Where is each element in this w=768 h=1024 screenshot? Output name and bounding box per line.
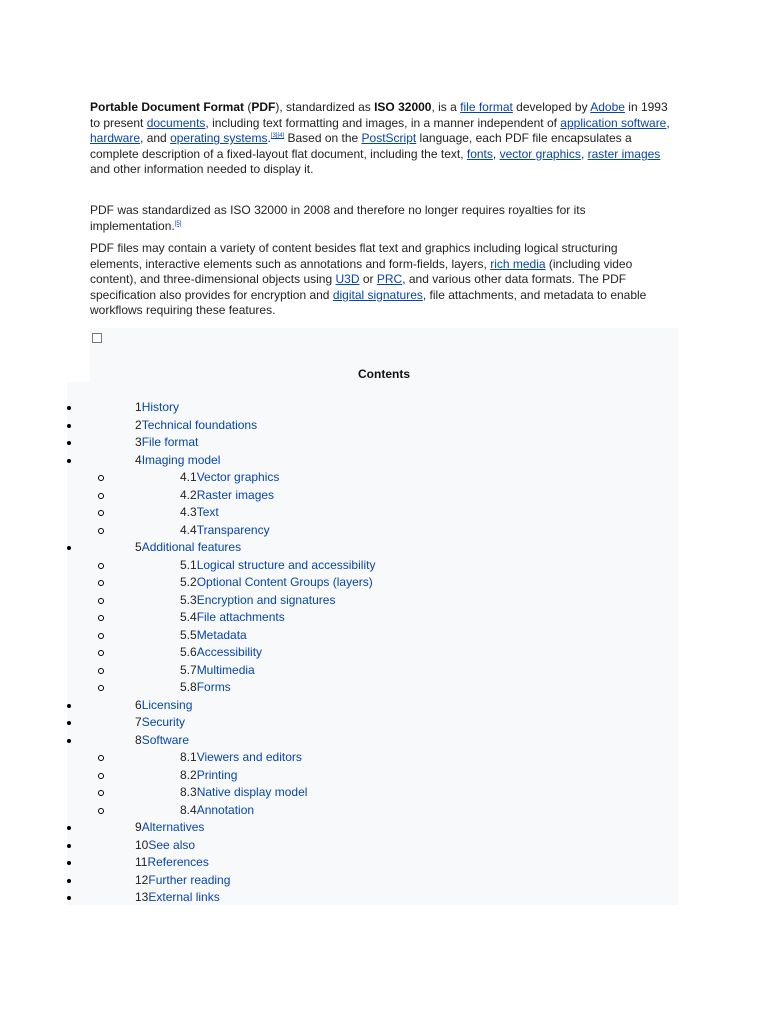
circle-marker: [98, 802, 108, 818]
toc-item: [0, 539, 678, 555]
toc-item: [0, 644, 678, 660]
toc-item-number: 9Alternatives: [135, 820, 205, 834]
toc-item-number: 8Software: [135, 732, 190, 747]
circle-marker: [98, 784, 108, 800]
toc-item-number: 5.7Multimedia: [180, 662, 255, 677]
toc-item: [0, 854, 678, 870]
circle-marker: [98, 469, 108, 485]
link-file-format[interactable]: file format: [460, 100, 513, 114]
link-postscript[interactable]: PostScript: [361, 131, 417, 146]
toc-item-number: 5.2Optional Content Groups (layers): [180, 575, 373, 589]
text: in 1993 to present: [90, 100, 668, 130]
toc-item-link[interactable]: Multimedia: [196, 662, 255, 677]
toc-item: [0, 784, 678, 800]
toc-item-link[interactable]: Vector graphics: [196, 470, 280, 484]
bullet-marker: [66, 539, 74, 555]
term-pdf: PDF: [251, 100, 276, 114]
bullet-marker: [66, 434, 74, 450]
text: ), standardized as: [275, 100, 375, 114]
toc-item-link[interactable]: Additional features: [141, 540, 242, 554]
toc-item-number: 5.8Forms: [180, 680, 231, 694]
link-raster-images[interactable]: raster images: [587, 146, 661, 161]
link-application-software[interactable]: application software: [560, 115, 667, 130]
toc-item: [0, 714, 678, 730]
circle-marker: [98, 609, 108, 625]
toc-item-link[interactable]: File format: [141, 435, 199, 449]
link-rich-media[interactable]: rich media: [490, 256, 546, 271]
link-hardware[interactable]: hardware: [90, 131, 141, 146]
link-prc[interactable]: PRC: [376, 272, 403, 287]
toc-item: [0, 819, 678, 835]
text: ,: [666, 115, 670, 130]
toc-item-link[interactable]: Licensing: [141, 697, 193, 712]
toc-item-link[interactable]: Software: [141, 732, 190, 747]
bullet-marker: [66, 714, 74, 730]
text: , and various other data formats. The PDF specification also provides for encryption and: [90, 272, 627, 302]
text: , file attachments, and metadata to enable workflows requiring these features.: [90, 287, 647, 318]
toc-item-link[interactable]: Text: [196, 505, 219, 519]
link-fonts[interactable]: fonts: [466, 146, 493, 161]
toc-item: [0, 679, 678, 695]
toc-item-link[interactable]: Forms: [196, 680, 231, 694]
toc-item-number: 5.1Logical structure and accessibility: [180, 557, 376, 572]
toc-item-link[interactable]: Encryption and signatures: [196, 592, 336, 607]
toc-item-link[interactable]: Viewers and editors: [196, 750, 302, 764]
toc-item: [0, 452, 678, 468]
toc-item: [0, 837, 678, 853]
text: ,: [492, 146, 500, 161]
bullet-marker: [66, 417, 74, 433]
toc-item: [0, 434, 678, 450]
toc-item-link[interactable]: Annotation: [196, 802, 255, 817]
circle-marker: [98, 627, 108, 643]
toc-item-link[interactable]: Logical structure and accessibility: [196, 557, 376, 572]
toc-item-link[interactable]: Optional Content Groups (layers): [196, 575, 373, 589]
toc-item-number: 2Technical foundations: [135, 417, 258, 432]
toc-item-number: 8.1Viewers and editors: [180, 750, 302, 764]
citation-ref[interactable]: [5]: [174, 220, 182, 227]
toc-item-number: 5Additional features: [135, 540, 242, 554]
text: , is a: [431, 100, 461, 114]
intro-paragraph: [90, 100, 672, 178]
toc-item-link[interactable]: Imaging model: [141, 452, 221, 467]
toc-item: [0, 417, 678, 433]
toc-item: [0, 749, 678, 765]
toc-item-link[interactable]: Metadata: [196, 627, 247, 642]
toc-item-number: 5.3Encryption and signatures: [180, 592, 336, 607]
toc-item-number: 8.2Printing: [180, 767, 238, 782]
citation-ref[interactable]: [3][4]: [270, 133, 285, 140]
toc-item-link[interactable]: Printing: [196, 767, 238, 782]
toc-item-number: 4.1Vector graphics: [180, 470, 280, 484]
bullet-marker: [66, 872, 74, 888]
text: PDF files may contain a variety of content besides flat text and graphics including logical structuring elements, interactive elements such as annotations and form-fields, layers,: [90, 241, 618, 271]
text: PDF was standardized as ISO 32000 in 2008 and therefore no longer requires royalties for its implementation.: [90, 203, 586, 233]
toc-toggle-checkbox[interactable]: [92, 333, 102, 343]
toc-item-number: 4.4Transparency: [180, 522, 270, 537]
bullet-marker: [66, 837, 74, 853]
circle-marker: [98, 487, 108, 503]
toc-item-link[interactable]: Raster images: [196, 487, 275, 502]
toc-item-link[interactable]: Technical foundations: [141, 417, 258, 432]
toc-item-number: 11References: [135, 855, 209, 869]
text: , and: [140, 131, 171, 146]
content-paragraph: [90, 241, 672, 319]
toc-item: [0, 504, 678, 520]
bullet-marker: [66, 819, 74, 835]
toc-item-number: 12Further reading: [135, 872, 231, 887]
toc-item: [0, 767, 678, 783]
toc-item: [0, 732, 678, 748]
toc-item-number: 8.3Native display model: [180, 785, 308, 799]
toc-item: [0, 627, 678, 643]
standardization-paragraph: [90, 203, 672, 234]
circle-marker: [98, 574, 108, 590]
toc-item-number: 8.4Annotation: [180, 802, 255, 817]
toc-item-number: 5.6Accessibility: [180, 645, 263, 659]
text: and other information needed to display it.: [90, 162, 314, 177]
toc-item: [0, 697, 678, 713]
bullet-marker: [66, 399, 74, 415]
toc-item-number: 5.4File attachments: [180, 610, 285, 624]
link-digital-signatures[interactable]: digital signatures: [332, 287, 423, 302]
link-operating-systems[interactable]: operating systems: [170, 131, 268, 146]
bullet-marker: [66, 697, 74, 713]
toc-item-link[interactable]: See also: [148, 837, 196, 852]
link-vector-graphics[interactable]: vector graphics: [499, 146, 581, 161]
text: developed by: [512, 100, 591, 114]
toc-item-number: 5.5Metadata: [180, 627, 247, 642]
bullet-marker: [66, 889, 74, 905]
text: language, each PDF file encapsulates a complete description of a fixed-layout flat document, including the text,: [90, 131, 632, 161]
toc-item: [0, 889, 678, 905]
toc-item: [0, 399, 678, 415]
toc-item: [0, 557, 678, 573]
term-iso: ISO 32000: [374, 100, 432, 114]
circle-marker: [98, 662, 108, 678]
circle-marker: [98, 644, 108, 660]
text: , including text formatting and images, in a manner independent of: [205, 115, 561, 130]
toc-item: [0, 487, 678, 503]
toc-item-link[interactable]: External links: [148, 890, 220, 904]
toc-item-number: 7Security: [135, 715, 186, 729]
toc-item: [0, 802, 678, 818]
toc-item-number: 1History: [135, 400, 180, 414]
toc-item-number: 13External links: [135, 890, 220, 904]
circle-marker: [98, 749, 108, 765]
toc-item-link[interactable]: File attachments: [196, 610, 285, 624]
toc-item: [0, 469, 678, 485]
toc-item: [0, 662, 678, 678]
toc-item-link[interactable]: Accessibility: [196, 645, 263, 659]
toc-item-link[interactable]: Native display model: [196, 785, 308, 799]
text: .: [267, 131, 271, 146]
circle-marker: [98, 592, 108, 608]
circle-marker: [98, 679, 108, 695]
toc-item-number: 4.3Text: [180, 505, 219, 519]
bullet-marker: [66, 854, 74, 870]
circle-marker: [98, 522, 108, 538]
link-u3d[interactable]: U3D: [335, 272, 360, 287]
text: Based on the: [284, 131, 362, 146]
text: (including video content), and three-dimensional objects using: [90, 256, 633, 287]
bullet-marker: [66, 732, 74, 748]
toc-item: [0, 872, 678, 888]
link-adobe[interactable]: Adobe: [590, 100, 625, 114]
toc-item-number: 4Imaging model: [135, 452, 221, 467]
toc-item-link[interactable]: History: [141, 400, 180, 414]
bullet-marker: [66, 452, 74, 468]
toc-item-number: 3File format: [135, 435, 199, 449]
toc-item-number: 10See also: [135, 837, 196, 852]
toc-item: [0, 522, 678, 538]
toc-item: [0, 592, 678, 608]
term-pdf-full: Portable Document Format: [90, 100, 245, 114]
text: ,: [580, 146, 588, 161]
toc-item-link[interactable]: Alternatives: [141, 820, 205, 834]
toc-item-link[interactable]: Further reading: [148, 872, 231, 887]
text: or: [359, 272, 377, 287]
circle-marker: [98, 767, 108, 783]
toc-item: [0, 574, 678, 590]
toc-title: Contents: [358, 367, 410, 381]
toc-item-link[interactable]: Security: [141, 715, 186, 729]
toc-item-link[interactable]: References: [147, 855, 209, 869]
toc-item-number: 4.2Raster images: [180, 487, 275, 502]
text: (: [244, 100, 252, 114]
circle-marker: [98, 504, 108, 520]
link-documents[interactable]: documents: [146, 115, 206, 130]
toc-item-number: 6Licensing: [135, 697, 193, 712]
toc-item-link[interactable]: Transparency: [196, 522, 270, 537]
circle-marker: [98, 557, 108, 573]
toc-item: [0, 609, 678, 625]
